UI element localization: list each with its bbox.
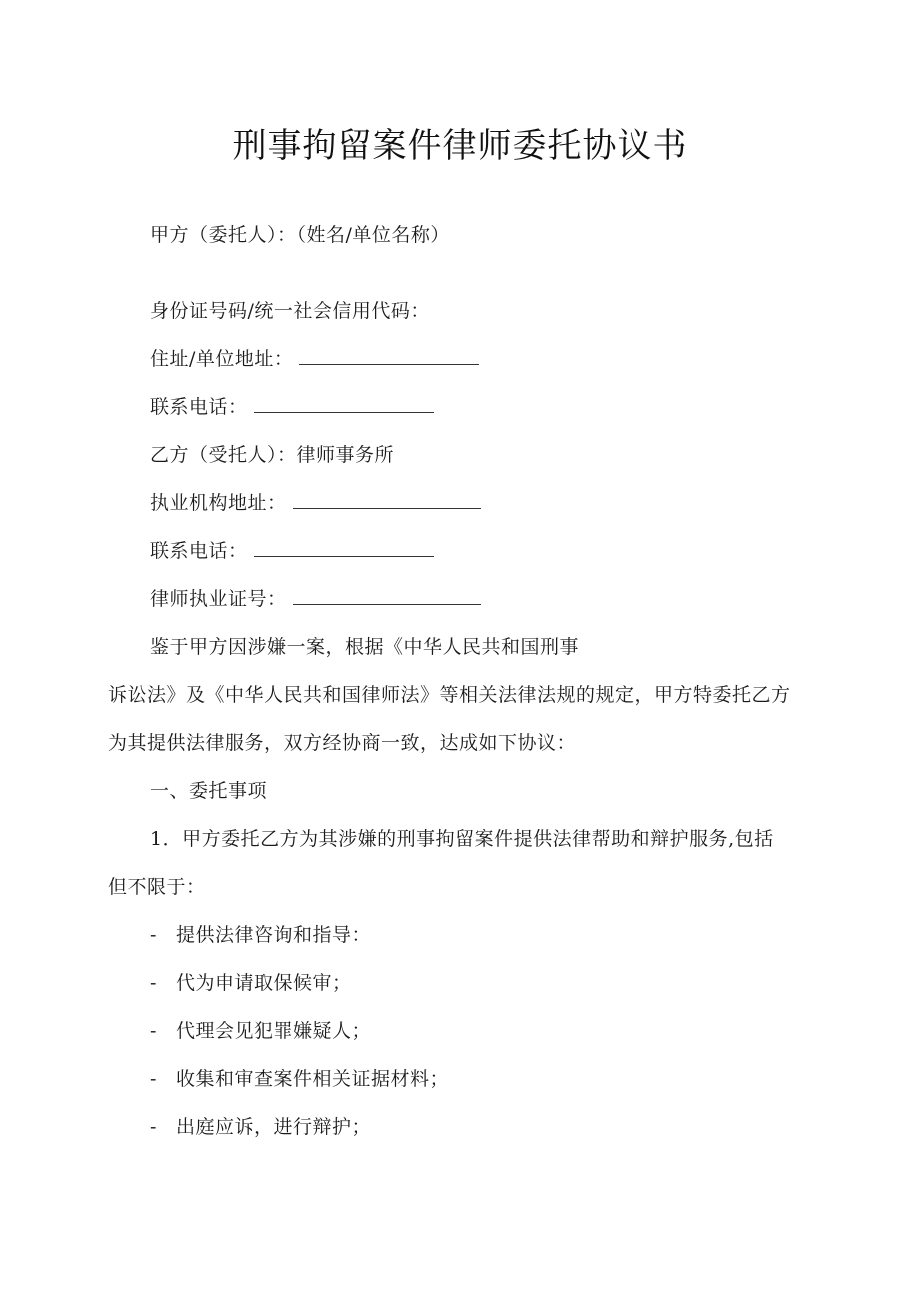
dash-marker: - bbox=[150, 1068, 157, 1090]
clause-1-line-2: 但不限于： bbox=[108, 876, 206, 898]
clause-1-line-1: 1．甲方委托乙方为其涉嫌的刑事拘留案件提供法律帮助和辩护服务,包括 bbox=[150, 828, 774, 850]
document-title: 刑事拘留案件律师委托协议书 bbox=[232, 126, 688, 166]
preamble-line-3: 为其提供法律服务，双方经协商一致，达成如下协议： bbox=[108, 732, 577, 754]
list-item-text: 收集和审查案件相关证据材料； bbox=[176, 1068, 450, 1090]
section-1-heading: 一、委托事项 bbox=[150, 780, 268, 802]
party-b-phone-line bbox=[150, 538, 434, 564]
dash-marker: - bbox=[150, 1020, 157, 1042]
party-a-line bbox=[150, 222, 450, 248]
list-item bbox=[150, 1066, 449, 1092]
party-a-phone-line bbox=[150, 394, 434, 420]
party-a-phone-blank bbox=[254, 394, 434, 413]
party-a-id-line bbox=[150, 298, 430, 324]
party-b-label: 乙方（受托人）：律师事务所 bbox=[150, 444, 395, 466]
dash-marker: - bbox=[150, 1116, 157, 1138]
preamble-line-2: 诉讼法》及《中华人民共和国律师法》等相关法律法规的规定，甲方特委托乙方 bbox=[108, 684, 791, 706]
dash-marker: - bbox=[150, 972, 157, 994]
preamble-line-1: 鉴于甲方因涉嫌一案，根据《中华人民共和国刑事 bbox=[150, 636, 580, 658]
party-a-address-label: 住址/单位地址： bbox=[150, 348, 294, 370]
list-item-text: 代理会见犯罪嫌疑人； bbox=[176, 1020, 372, 1042]
party-b-address-line bbox=[150, 490, 481, 516]
party-a-id-label: 身份证号码/统一社会信用代码： bbox=[150, 300, 430, 322]
party-b-address-label: 执业机构地址： bbox=[150, 492, 287, 514]
party-b-phone-label: 联系电话： bbox=[150, 540, 248, 562]
list-item-text: 代为申请取保候审； bbox=[176, 972, 352, 994]
party-a-label: 甲方（委托人）：（姓名/单位名称） bbox=[150, 224, 450, 246]
list-item bbox=[150, 922, 371, 948]
party-b-license-line bbox=[150, 586, 481, 612]
list-item-text: 提供法律咨询和指导： bbox=[176, 924, 372, 946]
list-item bbox=[150, 970, 352, 996]
dash-marker: - bbox=[150, 924, 157, 946]
list-item bbox=[150, 1018, 371, 1044]
party-b-phone-blank bbox=[254, 538, 434, 557]
party-b-license-blank bbox=[293, 586, 481, 605]
party-a-address-line bbox=[150, 346, 479, 372]
party-b-license-label: 律师执业证号： bbox=[150, 588, 287, 610]
party-a-phone-label: 联系电话： bbox=[150, 396, 248, 418]
list-item-text: 出庭应诉，进行辩护； bbox=[176, 1116, 372, 1138]
party-b-address-blank bbox=[293, 490, 481, 509]
list-item bbox=[150, 1114, 371, 1140]
party-a-address-blank bbox=[299, 346, 479, 365]
party-b-line bbox=[150, 442, 394, 468]
